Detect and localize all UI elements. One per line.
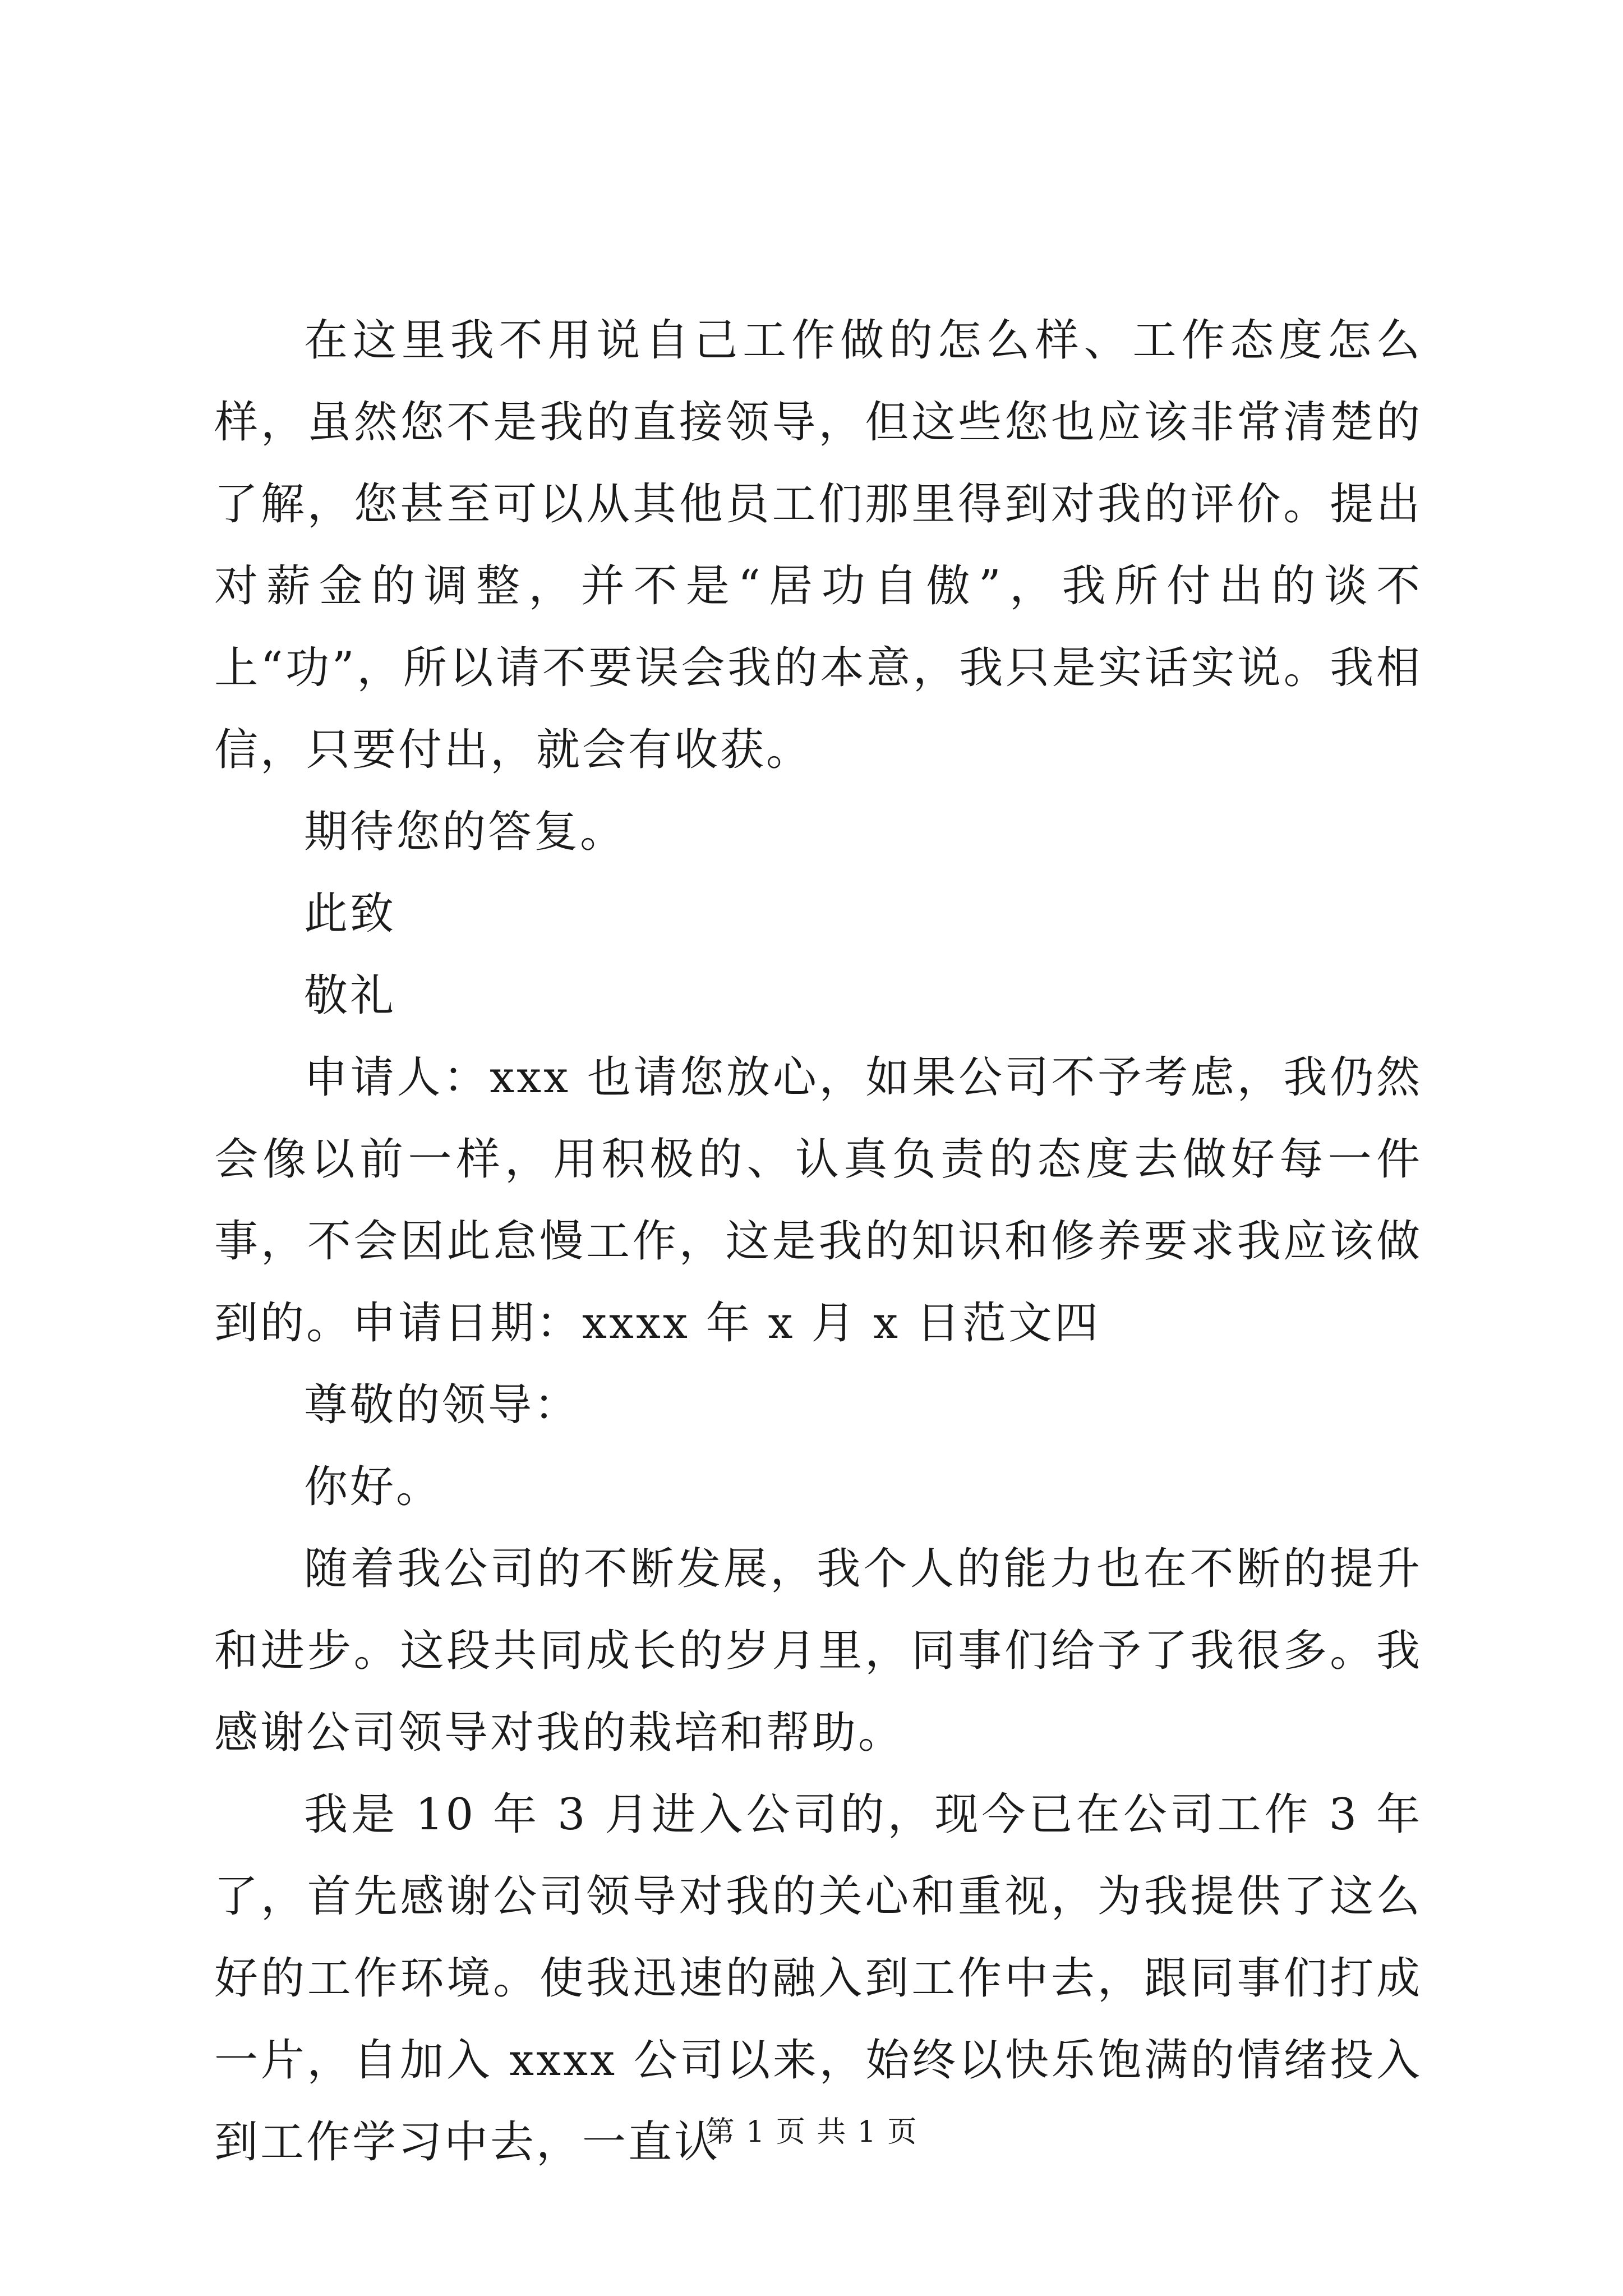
paragraph-work-history: 我是 10 年 3 月进入公司的，现今已在公司工作 3 年了，首先感谢公司领导对我的关心和重视，为我提供了这么好的工作环境。使我迅速的融入到工作中去，跟同事们打成一片，自加入 xxxx 公司以来，始终以快乐饱满的情绪投入到工作学习中去，一直认 <box>214 1789 1422 2168</box>
paragraph-self-evaluation: 在这里我不用说自己工作做的怎么样、工作态度怎么样，虽然您不是我的直接领导，但这些您也应该非常清楚的了解，您甚至可以从其他员工们那里得到对我的评价。提出对薪金的调整，并不是“居功自傲”，我所付出的谈不上“功”，所以请不要误会我的本意，我只是实话实说。我相信，只要付出，就会有收获。 <box>214 315 1422 775</box>
page-footer: 第 1 页 共 1 页 <box>705 2115 918 2149</box>
paragraph-salutation: 尊敬的领导： <box>304 1380 580 1430</box>
paragraph-company-growth: 随着我公司的不断发展，我个人的能力也在不断的提升和进步。这段共同成长的岁月里，同事们给予了我很多。我感谢公司领导对我的栽培和帮助。 <box>214 1544 1422 1758</box>
document-body <box>214 300 1422 2183</box>
paragraph-closing-cizhi: 此致 <box>304 889 396 939</box>
paragraph-awaiting-reply: 期待您的答复。 <box>304 807 626 857</box>
paragraph-greeting: 你好。 <box>304 1462 442 1512</box>
paragraph-closing-jingli: 敬礼 <box>304 970 396 1021</box>
paragraph-applicant: 申请人：xxx 也请您放心，如果公司不予考虑，我仍然会像以前一样，用积极的、认真负责的态度去做好每一件事，不会因此怠慢工作，这是我的知识和修养要求我应该做到的。申请日期：xxxx 年 x 月 x 日范文四 <box>214 1052 1422 1349</box>
